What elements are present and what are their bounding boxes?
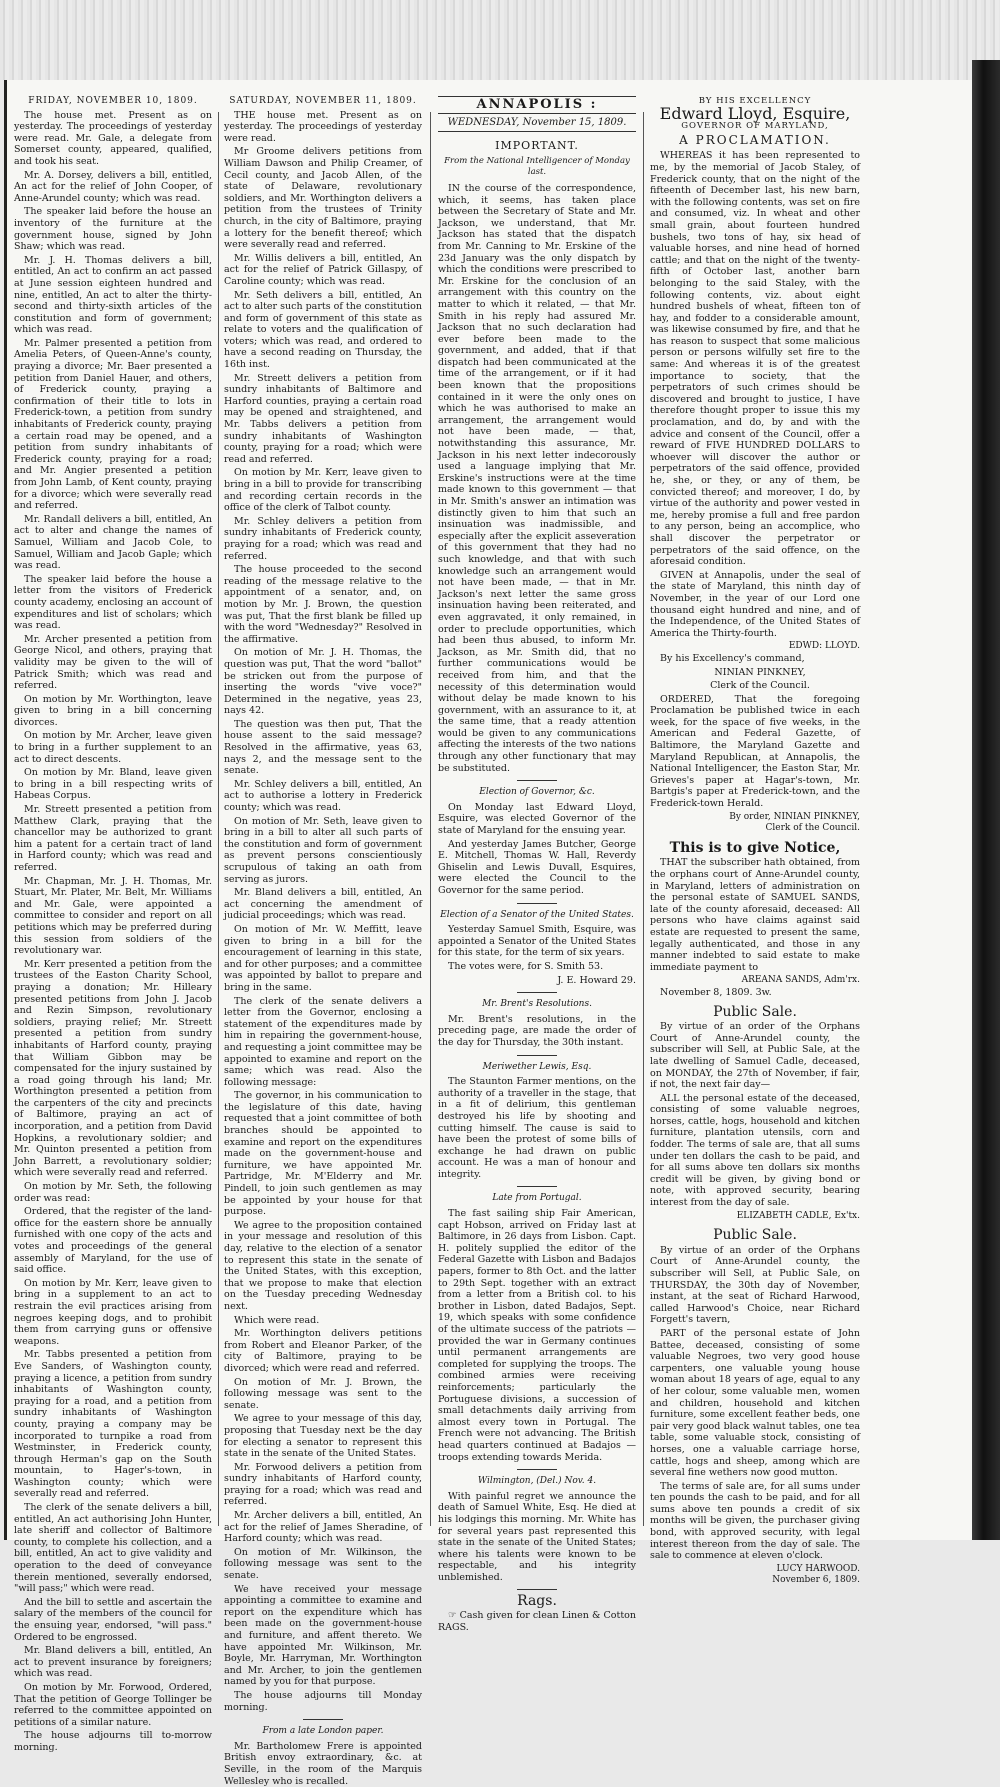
- paragraph: THAT the subscriber hath obtained, from the orphans court of Anne-Arundel county, in Maryland, letters of administration on the personal estate of SAMUEL SANDS, late of the county aforesaid, deceased: All persons who have claims against said estate are requested to present the same, legally authenticated, and those in any manner indebted to said estate to make immediate payment to: [650, 857, 860, 973]
- paragraph: Mr. Schley delivers a bill, entitled, An act to authorise a lottery in Frederick county; which was read.: [224, 778, 422, 814]
- binding-gutter: [972, 60, 1000, 1540]
- paragraph: The house adjourns till Monday morning.: [224, 1689, 422, 1713]
- paragraph: PART of the personal estate of John Battee, deceased, consisting of some valuable Negroes, two very good house carpenters, one valuable young house woman about 18 years of age, equal to any of her colour, some valuable men, women and children, household and kitchen furniture, some excellent feather beds, one pair very good black walnut tables, one tea table, some valuable stock, consisting of horses, one a valuable carriage horse, cattle, hogs and sheep, among which are several fine wethers now good mutton.: [650, 1327, 860, 1479]
- paragraph: Yesterday Samuel Smith, Esquire, was appointed a Senator of the United States for this state, for the term of six years.: [438, 924, 636, 959]
- paragraph: ORDERED, That the foregoing Proclamation be published twice in each week, for the space of five weeks, in the American and Federal Gazette, of Baltimore, the Maryland Gazette and Maryland Republican, at Annapolis, the National Intelligencer, the Easton Star, Mr. Grieves's paper at Hagar's-town, Mr. Bartgis's paper at Frederick-town, and the Frederick-town Herald.: [650, 693, 860, 810]
- section-heading: Election of Governor, &c.: [479, 787, 595, 798]
- paragraph: Which were read.: [234, 1314, 320, 1326]
- signature: NINIAN PINKNEY,: [714, 666, 806, 678]
- paragraph: On motion of Mr. Seth, leave given to bring in a bill to alter all such parts of the constitution and form of government as prevent persons conscientiously scrupulous of taking an oath from serving as jurors.: [224, 815, 422, 885]
- paragraph: And the bill to settle and ascertain the salary of the members of the council for the ensuing year, endorsed, "will pass." Ordered to be engrossed.: [14, 1596, 212, 1643]
- paragraph: On motion by Mr. Bland, leave given to bring in a bill respecting writs of Habeas Corpus.: [14, 767, 212, 802]
- column-annapolis-news: [438, 96, 637, 1633]
- paragraph: Mr. Streett presented a petition from Matthew Clark, praying that the chancellor may be authorized to grant him a patent for a certain tract of land in Harford county; which was read and referred.: [14, 804, 212, 873]
- paragraph-list: [224, 110, 422, 1714]
- signature: AREANA SANDS, Adm'rx.: [741, 975, 860, 986]
- paragraph: Mr. A. Dorsey, delivers a bill, entitled, An act for the relief of John Cooper, of Anne-Arundel county; which was read.: [14, 169, 212, 204]
- paragraph: Mr. Bland delivers a bill, entitled, An act concerning the amendment of judicial proceedings; which was read.: [224, 887, 422, 922]
- paragraph: The clerk of the senate delivers a letter from the Governor, enclosing a statement of the expenditures made by him in repairing the government-house, and requesting a joint committee may be appointed to examine and report on the same; which was read. Also the following message:: [224, 995, 422, 1088]
- paragraph: By virtue of an order of the Orphans Court of Anne-Arundel county, the subscriber will Sell, at Public Sale, at the late dwelling of Samuel Cadle, deceased, on MONDAY, the 27th of November, if fair, if not, the next fair day—: [650, 1021, 860, 1091]
- paragraph: By his Excellency's command,: [660, 652, 805, 664]
- paragraph: We agree to the proposition contained in your message and resolution of this day, relative to the election of a senator to represent this state in the senate of the United States, with this exception, that we propose to make that election on the Tuesday preceding Wednesday next.: [224, 1219, 422, 1312]
- paragraph: The clerk of the senate delivers a bill, entitled, An act authorising John Hunter, late sheriff and collector of Baltimore county, to complete his collection, and a bill, entitled, An act to give validity and operation to the deed of conveyance therein mentioned, severally endorsed, "will pass;" which were read.: [14, 1502, 212, 1595]
- section-heading: Late from Portugal.: [492, 1193, 582, 1204]
- paragraph: WHEREAS it has been represented to me, by the memorial of Jacob Staley, of Frederick county, that on the night of the fifteenth of December last, his new barn, with the following contents, was set on fire and consumed, viz. In wheat and other small grain, about fourteen hundred bushels, two tons of hay, six head of valuable horses, and nine head of horned cattle; and that on the night of the twenty-fifth of October last, another barn belonging to the said Staley, with the following contents, viz. about eight hundred bushels of wheat, fifteen ton of hay, and fodder to a considerable amount, was likewise consumed by fire, and that he has reason to suspect that some malicious person or persons wilfully set fire to the same: And whereas it is of the greatest importance to society, that the perpetrators of such crimes should be discovered and brought to justice, I have therefore thought proper to issue this my proclamation, and do, by and with the advice and consent of the Council, offer a reward of FIVE HUNDRED DOLLARS to whoever will discover the author or perpetrators of the said offence, provided he, she, or they, or any of them, be convicted thereof; and moreover, I do, by virtue of the authority and power vested in me, hereby promise a full and free pardon to any person, being an accomplice, who shall discover the perpetrator or perpetrators of the said offence, on the aforesaid condition.: [650, 150, 860, 568]
- paragraph: Ordered, that the register of the land-office for the eastern shore be annually furnished with one copy of the acts and votes and proceedings of the general assembly of Maryland, for the use of said office.: [14, 1206, 212, 1276]
- pointing-hand-icon: ☞: [448, 1610, 460, 1622]
- paragraph: Mr. Willis delivers a bill, entitled, An act for the relief of Patrick Gillaspy, of Caroline county; which was read.: [224, 252, 422, 287]
- paragraph: On Monday last Edward Lloyd, Esquire, was elected Governor of the state of Maryland for the ensuing year.: [438, 801, 636, 837]
- section-heading: Election of a Senator of the United States.: [440, 909, 634, 920]
- paragraph: On motion by Mr. Forwood, Ordered, That the petition of George Tollinger be referred to the committee appointed on petitions of a similar nature.: [14, 1681, 212, 1728]
- paragraph: The terms of sale are, for all sums under ten pounds the cash to be paid, and for all sums above ten pounds a credit of six months will be given, the purchaser giving bond, with approved security, with legal interest thereon from the day of sale. The sale to commence at eleven o'clock.: [650, 1480, 860, 1562]
- paragraph: On motion of Mr. W. Meffitt, leave given to bring in a bill for the encouragement of learning in this state, and for other purposes; and a committee was appointed by ballot to prepare and bring in the same.: [224, 923, 422, 993]
- paragraph: The fast sailing ship Fair American, capt Hobson, arrived on Friday last at Baltimore, in 26 days from Lisbon. Capt. H. politely supplied the editor of the Federal Gazette with Lisbon and Badajos papers, former to 8th Oct. and the latter to 29th Sept. together with an extract from a letter from a British col. to his brother in Lisbon, dated Badajos, Sept. 19, which speaks with some confidence of the ultimate success of the patriots — provided the war in Germany continues until permanent arrangements are completed for supplying the troops. The combined armies were receiving reinforcements; particularly the Portuguese divisions, a succession of small detachments daily arriving from almost every town in Portugal. The French were not advancing. The British head quarters continued at Badajos — troops extending towards Merida.: [438, 1208, 636, 1463]
- sale-heading: Public Sale.: [713, 1227, 797, 1244]
- paragraph: Mr. Streett delivers a petition from sundry inhabitants of Baltimore and Harford counties, praying a certain road may be opened and straightened, and Mr. Tabbs delivers a petition from sundry inhabitants of Washington county, praying for a road; which were read and referred.: [224, 372, 422, 465]
- paragraph: The question was then put, That the house assent to the said message? Resolved in the affirmative, yeas 63, nays 2, and the message sent to the senate.: [224, 718, 422, 777]
- paragraph: The house proceeded to the second reading of the message relative to the appointment of a senator, and, on motion by Mr. J. Brown, the question was put, That the first blank be filled up with the word "Wednesday?" Resolved in the affirmative.: [224, 564, 422, 645]
- paragraph: On motion by Mr. Archer, leave given to bring in a further supplement to an act to direct descents.: [14, 730, 212, 765]
- signature-title: Clerk of the Council.: [765, 823, 860, 834]
- sale-heading: Public Sale.: [713, 1003, 797, 1020]
- separator: [303, 1719, 343, 1720]
- paragraph: Mr. Forwood delivers a petition from sundry inhabitants of Harford county, praying for a road; which was read and referred.: [224, 1461, 422, 1508]
- signature-title: Clerk of the Council.: [710, 680, 810, 692]
- paragraph: On motion by Mr. Kerr, leave given to bring in a supplement to an act to restrain the evil practices arising from negroes keeping dogs, and to prohibit them from carrying guns or offensive weapons.: [14, 1277, 212, 1347]
- paragraph-list: [438, 183, 636, 774]
- paragraph: ALL the personal estate of the deceased, consisting of some valuable negroes, horses, cattle, hogs, household and kitchen furniture, plantation utensils, corn and fodder. The terms of sale are, that all sums under ten dollars the cash to be paid, and for all sums above ten dollars six months credit will be given, by giving bond or note, with approved security, bearing interest from the day of sale.: [650, 1092, 860, 1209]
- paragraph: Mr. Palmer presented a petition from Amelia Peters, of Queen-Anne's county, praying a divorce; Mr. Baer presented a petition from Daniel Hauer, and others, of Frederick county, praying a confirmation of their title to lots in Frederick-town, a petition from sundry inhabitants of Frederick county, praying a certain road may be opened, and a petition from sundry inhabitants of Frederick county, praying for a road; and Mr. Angier presented a petition from John Lamb, of Kent county, praying for a divorce; which were severally read and referred.: [14, 337, 212, 512]
- separator: [517, 903, 557, 904]
- paragraph: On motion by Mr. Seth, the following order was read:: [14, 1181, 212, 1204]
- signature: ELIZABETH CADLE, Ex'tx.: [736, 1210, 860, 1221]
- column-house-proceedings-saturday: [224, 96, 422, 1787]
- paragraph: With painful regret we announce the death of Samuel White, Esq. He died at his lodgings this morning. Mr. White has for several years past represented this state in the senate of the United States; where his talents were known to be respectable, and his integrity unblemished.: [438, 1490, 636, 1583]
- section-heading: Meriwether Lewis, Esq.: [482, 1061, 592, 1072]
- paragraph: Mr. Worthington delivers petitions from Robert and Eleanor Parker, of the city of Baltimore, praying to be divorced; which were read and referred.: [224, 1328, 422, 1374]
- paragraph: On motion of Mr. Wilkinson, the following message was sent to the senate.: [224, 1546, 422, 1582]
- vote-line: The votes were, for S. Smith 53.: [448, 960, 604, 972]
- paragraph: The house adjourns till to-morrow morning.: [14, 1730, 212, 1753]
- paragraph: Mr. Bland delivers a bill, entitled, An act to prevent insurance by foreigners; which was read.: [14, 1645, 212, 1680]
- separator: [517, 1055, 557, 1056]
- paragraph: Mr. Kerr presented a petition from the trustees of the Easton Charity School, praying a donation; Mr. Hilleary presented petitions from John J. Jacob and Rezin Simpson, revolutionary soldiers, praying relief; Mr. Streett presented a petition from sundry inhabitants of Harford county, praying that William Gibbon may be compensated for the injury sustained by a road going through his land; Mr. Worthington presented a petition from the carpenters of the city and precincts of Baltimore, praying an act of incorporation, and a petition from David Hopkins, a revolutionary soldier; and Mr. Quinton presented a petition from John Barrett, a revolutionary soldier; which were severally read and referred.: [14, 958, 212, 1179]
- section-heading: IMPORTANT.: [495, 139, 579, 153]
- paragraph: The Staunton Farmer mentions, on the authority of a traveller in the stage, that in a fit of delirium, this gentleman destroyed his life by shooting and cutting himself. The cause is said to have been the protest of some bills of exchange he had drawn on public account. He was a man of honour and integrity.: [438, 1076, 636, 1180]
- ad-heading: Rags.: [517, 1593, 557, 1610]
- paragraph: IN the course of the correspondence, which, it seems, has taken place between the Secretary of State and Mr. Jackson, we understand, that Mr. Jackson has stated that the dispatch from Mr. Canning to Mr. Erskine of the 23d January was the only dispatch by which the conditions were prescribed to Mr. Erskine for the conclusion of an arrangement with this country on the matter to which it related, — that Mr. Smith in his reply had assured Mr. Jackson that no such declaration had ever before been made to the government, and added, that if that dispatch had been communicated at the time of the arrangement, or if it had been known that the propositions contained in it were the only ones on which he was authorised to make an arrangement, the arrangement would not have been made, — that, notwithstanding this assurance, Mr. Jackson in his next letter indecorously used a language implying that Mr. Erskine's instructions were at the time made known to this government — that in Mr. Smith's answer an intimation was distinctly given to him that such an insinuation was inadmissible, and especially after the explicit asseveration of this government that they had no such knowledge, and that with such knowledge such an arrangement would not have been made, — that in Mr. Jackson's next letter the same gross insinuation having been reiterated, and even aggravated, it only remained, in order to preclude opportunities, which had been thus abused, to inform Mr. Jackson, as Mr. Smith did, that no further communications would be received from him, and that the necessity of this determination would without delay be made known to his government, with an assurance to it, at the same time, that a ready attention would be given to any communications affecting the interests of the two nations through any other functionary that may be substituted.: [438, 182, 636, 774]
- paragraph: On motion of Mr. J. H. Thomas, the question was put, That the word "ballot" be stricken out from the purpose of inserting the words "vive voce?" Determined in the negative, yeas 23, nays 42.: [224, 647, 422, 717]
- paragraph: The speaker laid before the house a letter from the visitors of Frederick county academy, enclosing an account of expenditures and list of scholars; which was read.: [14, 573, 212, 632]
- paragraph: Mr. Randall delivers a bill, entitled, An act to alter and change the names of Samuel, William and Jacob Cole, to Samuel, William and Jacob Gaple; which was read.: [14, 513, 212, 572]
- column-date: SATURDAY, NOVEMBER 11, 1809.: [229, 96, 417, 106]
- paragraph: We have received your message appointing a committee to examine and report on the expenditure which has been made on the government-house and furniture, and affent thereto. We have appointed Mr. Wilkinson, Mr. Boyle, Mr. Harryman, Mr. Worthington and Mr. Archer, to join the gentlemen named by you for that purpose.: [224, 1583, 422, 1688]
- separator: [517, 1589, 557, 1590]
- section-heading: From a late London paper.: [262, 1726, 384, 1737]
- paragraph: On motion by Mr. Kerr, leave given to bring in a bill to provide for transcribing and recording certain records in the office of the clerk of Talbot county.: [224, 467, 422, 514]
- paragraph-list: [14, 110, 212, 1754]
- signature: By order, NINIAN PINKNEY,: [729, 811, 860, 822]
- paragraph: On motion by Mr. Worthington, leave given to bring in a bill concerning divorces.: [14, 693, 212, 728]
- paragraph: And yesterday James Butcher, George E. Mitchell, Thomas W. Hall, Reverdy Ghiselin and Lewis Duvall, Esquires, were elected the Council to the Governor for the same period.: [438, 838, 636, 896]
- paragraph: Mr. Bartholomew Frere is appointed British envoy extraordinary, &c. at Seville, in the room of the Marquis Wellesley who is recalled.: [224, 1740, 422, 1787]
- notice-date: November 6, 1809.: [772, 1575, 860, 1586]
- separator: [517, 992, 557, 993]
- paragraph: The speaker laid before the house an inventory of the furniture at the government house, signed by John Shaw; which was read.: [14, 206, 212, 253]
- paragraph: Mr. J. H. Thomas delivers a bill, entitled, An act to confirm an act passed at June session eighteen hundred and nine, entitled, An act to alter the thirty-second and thirty-sixth articles of the constitution and form of government; which was read.: [14, 254, 212, 336]
- scan-top-edge: [0, 0, 1000, 80]
- paragraph: The house met. Present as on yesterday. The proceedings of yesterday were read. Mr. Gale, a delegate from Somerset county, appeared, qualified, and took his seat.: [14, 109, 212, 167]
- proclamation-heading: A PROCLAMATION.: [679, 132, 831, 147]
- paragraph: The governor, in his communication to the legislature of this date, having requested that a joint committee of both branches should be appointed to examine and report on the expenditures made on the government-house and furniture, we have appointed Mr. Partridge, Mr. M'Elderry and Mr. Pindell, to join such gentlemen as may be appointed by your house for that purpose.: [224, 1090, 422, 1218]
- column-house-proceedings-friday: [14, 96, 212, 1753]
- paragraph: Mr. Brent's resolutions, in the preceding page, are made the order of the day for Thursday, the 30th instant.: [438, 1013, 636, 1048]
- dateline: WEDNESDAY, November 15, 1809.: [438, 117, 636, 133]
- paragraph: [438, 1610, 636, 1633]
- separator: [517, 1186, 557, 1187]
- signature: EDWD: LLOYD.: [788, 641, 860, 652]
- notice-date: November 8, 1809. 3w.: [660, 986, 772, 998]
- signature: LUCY HARWOOD.: [776, 1563, 860, 1574]
- separator: [517, 1469, 557, 1470]
- column-rule: [218, 112, 219, 1526]
- notice-heading: This is to give Notice,: [669, 839, 841, 856]
- paragraph: On motion of Mr. J. Brown, the following message was sent to the senate.: [224, 1376, 422, 1411]
- section-heading: Mr. Brent's Resolutions.: [482, 999, 592, 1010]
- column-rule: [430, 112, 431, 1526]
- paragraph: Mr. Archer delivers a bill, entitled, An act for the relief of James Sheradine, of Harford county; which was read.: [224, 1510, 422, 1545]
- source-line: From the National Intelligencer of Monday last.: [444, 155, 630, 178]
- governor-name: Edward Lloyd, Esquire,: [659, 103, 851, 123]
- proclamation-preamble: BY HIS EXCELLENCY: [698, 96, 812, 106]
- paragraph: Mr. Archer presented a petition from George Nicol, and others, praying that validity may be given to the will of Patrick Smith; which was read and referred.: [14, 633, 212, 692]
- paragraph: Mr. Schley delivers a petition from sundry inhabitants of Frederick county, praying for a road; which was read and referred.: [224, 515, 422, 562]
- column-rule: [643, 112, 644, 1526]
- masthead: ANNAPOLIS :: [438, 96, 636, 114]
- vote-line: J. E. Howard 29.: [557, 974, 636, 986]
- paragraph: THE house met. Present as on yesterday. The proceedings of yesterday were read.: [224, 109, 422, 144]
- column-notices: [650, 96, 860, 1586]
- paragraph: We agree to your message of this day, proposing that Tuesday next be the day for electing a senator to represent this state in the senate of the United States.: [224, 1413, 422, 1460]
- paragraph: Mr. Seth delivers a bill, entitled, An act to alter such parts of the constitution and form of government of this state as relate to voters and the qualification of voters; which was read, and ordered to have a second reading on Thursday, the 16th inst.: [224, 289, 422, 371]
- section-heading: Wilmington, (Del.) Nov. 4.: [477, 1476, 597, 1487]
- paragraph: Mr. Tabbs presented a petition from Eve Sanders, of Washington county, praying a licence, a petition from sundry inhabitants of Washington county, praying for a road, and a petition from sundry inhabitants of Washington county, praying a company may be incorporated to turnpike a road from Westminster, in Frederick county, through Herman's gap on the South mountain, to Hager's-town, in Washington county; which were severally read and referred.: [14, 1349, 212, 1500]
- ad-text: Cash given for clean Linen & Cotton RAGS.: [438, 1610, 637, 1633]
- column-date: FRIDAY, NOVEMBER 10, 1809.: [28, 96, 198, 106]
- governor-title: GOVERNOR OF MARYLAND,: [681, 121, 829, 132]
- paragraph: By virtue of an order of the Orphans Court of Anne-Arundel county, the subscriber will Sell, at Public Sale, on THURSDAY, the 30th day of November, instant, at the seat of Richard Harwood, called Harwood's Choice, near Richard Forgett's tavern,: [650, 1244, 860, 1326]
- paragraph: Mr Groome delivers petitions from William Dawson and Philip Creamer, of Cecil county, and Jacob Allen, of the state of Delaware, revolutionary soldiers, and Mr. Worthington delivers a petition from the trustees of Trinity church, in the city of Baltimore, praying a lottery for the benefit thereof; which were severally read and referred.: [224, 146, 422, 251]
- paragraph: GIVEN at Annapolis, under the seal of the state of Maryland, this ninth day of November, in the year of our Lord one thousand eight hundred and nine, and of the Independence, of the United States of America the Thirty-fourth.: [650, 569, 860, 639]
- paragraph: Mr. Chapman, Mr. J. H. Thomas, Mr. Stuart, Mr. Plater, Mr. Belt, Mr. Williams and Mr. Gale, were appointed a committee to consider and report on all petitions which may be preferred during this session from soldiers of the revolutionary war.: [14, 875, 212, 957]
- separator: [517, 780, 557, 781]
